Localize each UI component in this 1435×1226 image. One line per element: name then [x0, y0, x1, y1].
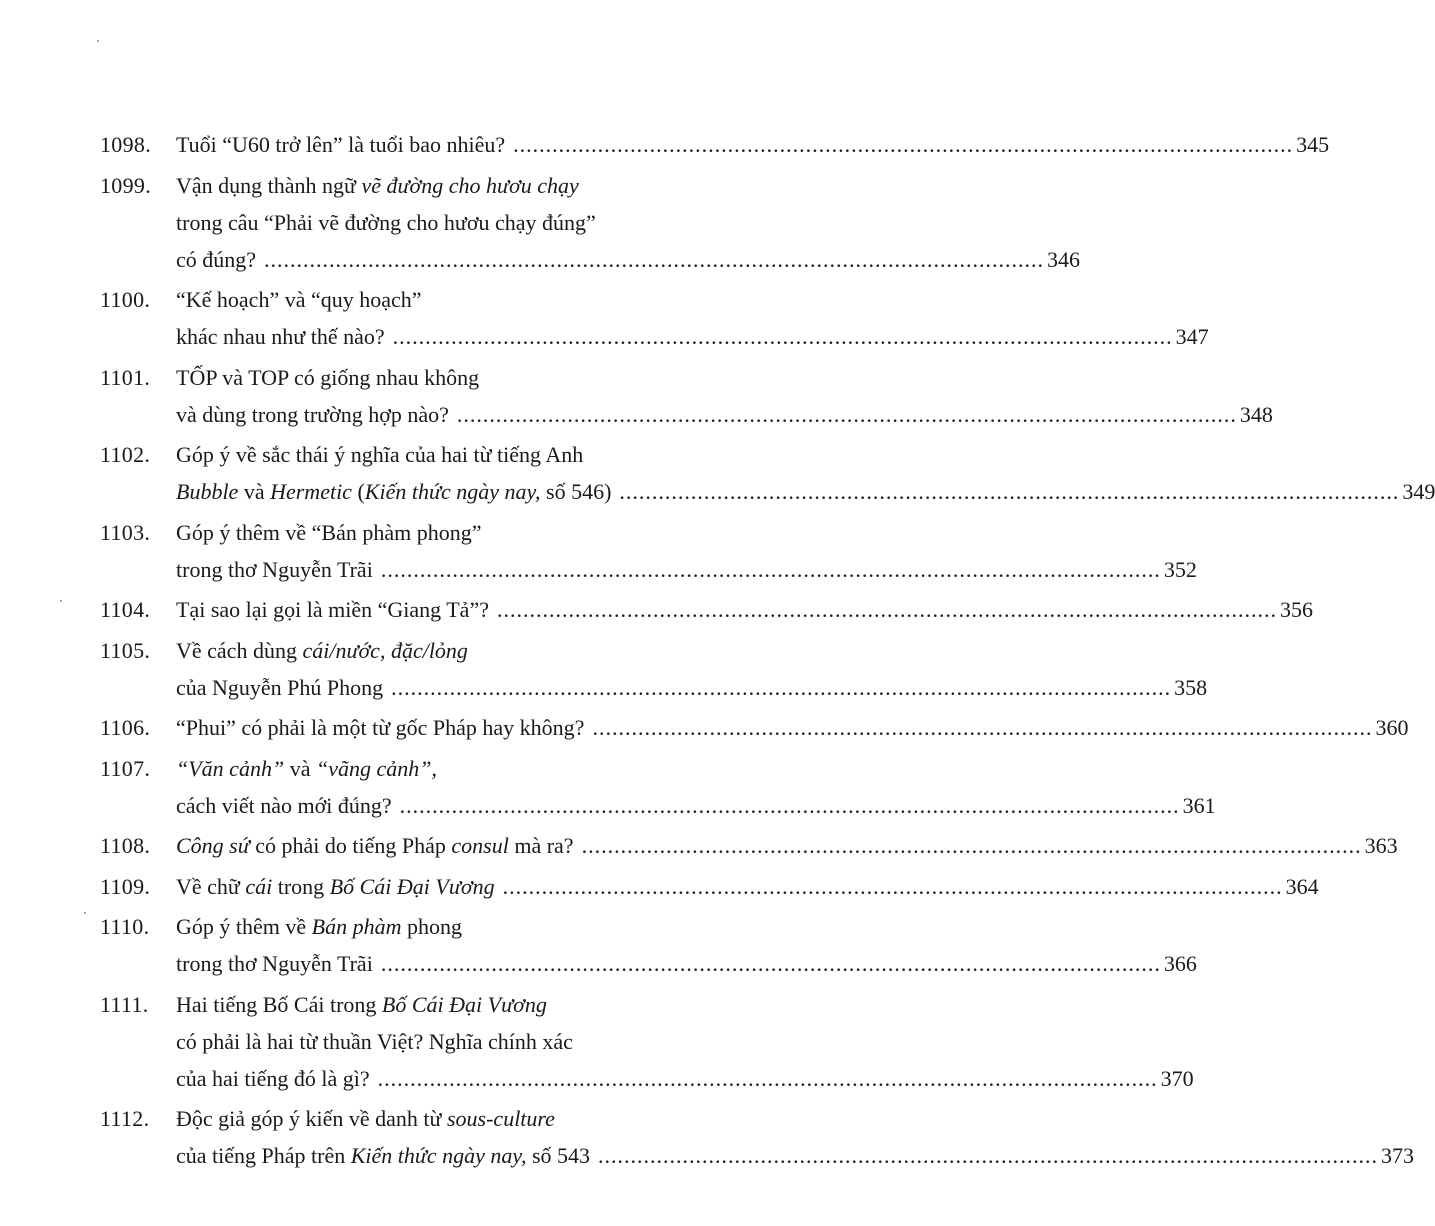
dot-leader: ........................................................................................................................ [619, 479, 1400, 504]
entry-number: 1103. [100, 519, 151, 545]
entry-number: 1102. [100, 442, 151, 467]
entry-title-line: “Phui” có phải là một từ gốc Pháp hay không? [176, 715, 585, 740]
entry-title-line: khác nhau như thế nào? [176, 324, 385, 349]
entry-number: 1100. [100, 287, 151, 312]
dot-leader: ........................................................................................................................ [502, 873, 1283, 899]
entry-title-line: Công sứ có phải do tiếng Pháp consul mà ra? [176, 833, 574, 858]
toc-entry [0, 359, 1273, 433]
entry-title-line: trong thơ Nguyễn Trãi [176, 951, 373, 976]
toc-entry [0, 1100, 1415, 1174]
entry-title-line: Về chữ cái trong Bố Cái Đại Vương [176, 873, 495, 899]
entry-title-line: Tuổi “U60 trở lên” là tuổi bao nhiêu? [176, 132, 506, 157]
entry-title-line: “Văn cảnh” và “vãng cảnh”, [176, 755, 437, 781]
dot-leader: ........................................................................................................................ [513, 132, 1294, 157]
page-number: 361 [1182, 792, 1216, 818]
entry-title-line: TỐP và TOP có giống nhau không [176, 364, 480, 390]
entry-title-line: Bubble và Hermetic (Kiến thức ngày nay, số 546) [176, 479, 612, 504]
entry-title-line: có phải là hai từ thuần Việt? Nghĩa chính xác [176, 1028, 573, 1054]
page-number: 345 [1296, 132, 1330, 157]
dot-leader: ........................................................................................................................ [456, 401, 1237, 427]
entry-number: 1105. [100, 637, 151, 663]
entry-title-line: của Nguyễn Phú Phong [176, 674, 384, 700]
entry-title-line: và dùng trong trường hợp nào? [176, 401, 449, 427]
dot-leader: ........................................................................................................................ [380, 951, 1161, 976]
toc-entry [0, 281, 1209, 355]
toc-entry [0, 514, 1197, 588]
entry-title-line: Về cách dùng cái/nước, đặc/lỏng [176, 637, 468, 663]
dot-leader: ........................................................................................................................ [377, 1065, 1158, 1091]
dot-leader: ........................................................................................................................ [592, 715, 1373, 740]
entry-title-line: trong thơ Nguyễn Trãi [176, 556, 373, 582]
entry-number: 1107. [100, 755, 151, 781]
entry-number: 1099. [100, 172, 151, 198]
dot-leader: ........................................................................................................................ [391, 674, 1172, 700]
entry-number: 1098. [100, 132, 151, 157]
entry-number: 1109. [100, 873, 151, 899]
toc-entry [0, 750, 1216, 824]
entry-title-line: của tiếng Pháp trên Kiến thức ngày nay, số 543 [176, 1143, 591, 1168]
entry-title-line: Độc giả góp ý kiến về danh từ sous-culture [176, 1106, 555, 1131]
table-of-contents [0, 126, 1435, 1178]
dot-leader: ........................................................................................................................ [392, 324, 1173, 349]
entry-title-line: Góp ý thêm về “Bán phàm phong” [176, 519, 482, 545]
toc-entry [0, 126, 1330, 163]
toc-entry [0, 986, 1194, 1097]
page-number: 358 [1174, 674, 1208, 700]
page-number: 347 [1175, 324, 1209, 349]
page-number: 346 [1047, 246, 1081, 272]
entry-number: 1112. [100, 1106, 150, 1131]
dot-leader: ........................................................................................................................ [496, 597, 1277, 622]
entry-number: 1106. [100, 715, 151, 740]
entry-number: 1101. [100, 364, 151, 390]
page-number: 363 [1364, 833, 1398, 858]
entry-number: 1104. [100, 597, 151, 622]
toc-entry [0, 436, 1435, 510]
entry-number: 1108. [100, 833, 151, 858]
page-number: 360 [1375, 715, 1409, 740]
entry-title-line: cách viết nào mới đúng? [176, 792, 392, 818]
page-number: 366 [1163, 951, 1197, 976]
dot-leader: ........................................................................................................................ [399, 792, 1180, 818]
page-number: 364 [1285, 873, 1319, 899]
dot-leader: ........................................................................................................................ [598, 1143, 1379, 1168]
entry-number: 1110. [100, 914, 150, 939]
page-number: 352 [1163, 556, 1197, 582]
toc-entry [0, 591, 1313, 628]
page-number: 373 [1381, 1143, 1415, 1168]
page-number: 349 [1402, 479, 1435, 504]
toc-entry [0, 868, 1319, 905]
entry-title-line: Góp ý thêm về Bán phàm phong [176, 914, 462, 939]
entry-title-line: Vận dụng thành ngữ vẽ đường cho hươu chạy [176, 172, 579, 198]
toc-entry [0, 167, 1081, 278]
page-number: 348 [1239, 401, 1273, 427]
entry-title-line: của hai tiếng đó là gì? [176, 1065, 370, 1091]
scan-speck [97, 40, 99, 42]
entry-title-line: Tại sao lại gọi là miền “Giang Tả”? [176, 597, 489, 622]
dot-leader: ........................................................................................................................ [380, 556, 1161, 582]
entry-title-line: có đúng? [176, 246, 257, 272]
toc-entry [0, 908, 1197, 982]
entry-title-line: trong câu “Phải vẽ đường cho hươu chạy đúng” [176, 209, 596, 235]
dot-leader: ........................................................................................................................ [264, 246, 1045, 272]
page-number: 356 [1279, 597, 1313, 622]
entry-title-line: “Kế hoạch” và “quy hoạch” [176, 287, 422, 312]
toc-entry [0, 827, 1398, 864]
entry-title-line: Góp ý về sắc thái ý nghĩa của hai từ tiếng Anh [176, 442, 584, 467]
page-number: 370 [1160, 1065, 1194, 1091]
dot-leader: ........................................................................................................................ [581, 833, 1362, 858]
toc-entry [0, 632, 1208, 706]
entry-title-line: Hai tiếng Bố Cái trong Bố Cái Đại Vương [176, 991, 547, 1017]
entry-number: 1111. [100, 991, 149, 1017]
toc-entry [0, 709, 1409, 746]
